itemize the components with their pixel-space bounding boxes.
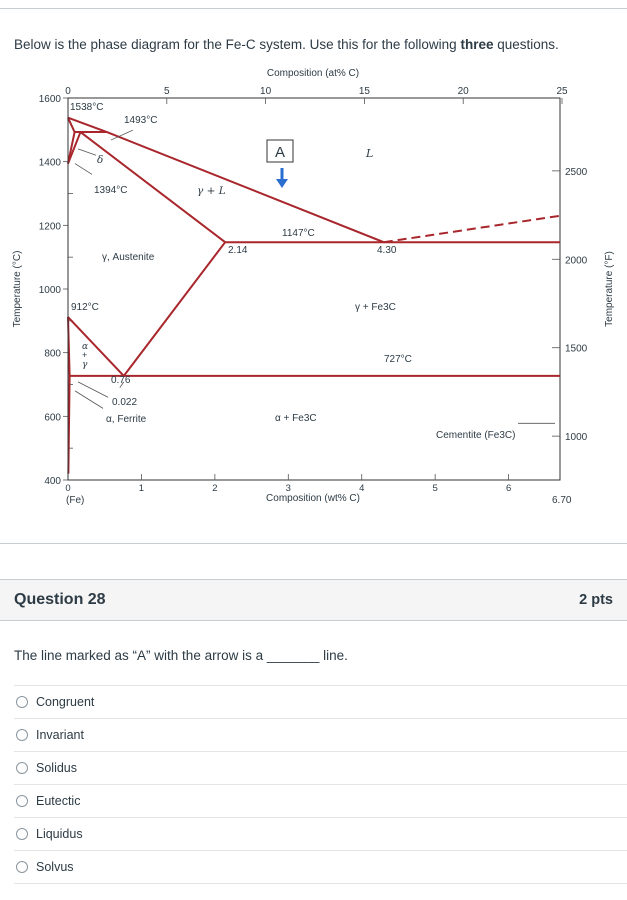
fe-c-phase-diagram [0, 60, 627, 510]
y-tick-label-f: 2000 [565, 255, 588, 267]
label-alpha-cem: α + Fe3C [275, 413, 317, 424]
radio-button[interactable] [16, 696, 28, 708]
y-tick-label-c: 1200 [38, 221, 61, 233]
label-1394: 1394°C [94, 185, 128, 196]
label-gamma-liquid: γ + L [197, 185, 226, 197]
leader-delta [78, 149, 96, 155]
radio-button[interactable] [16, 861, 28, 873]
radio-button[interactable] [16, 762, 28, 774]
x-tick-label-at: 25 [556, 86, 568, 97]
answer-option[interactable] [14, 685, 627, 718]
answer-label: Eutectic [36, 794, 81, 808]
label-727: 727°C [384, 354, 412, 365]
label-ferrite: α, Ferrite [106, 414, 147, 425]
intro-bold: three [460, 37, 494, 52]
intro-text: Below is the phase diagram for the Fe-C system. Use this for the following three questions. [14, 37, 559, 52]
label-liquid: L [366, 147, 374, 160]
y-tick-label-c: 1400 [38, 157, 61, 169]
label-alpha: α [82, 342, 89, 352]
question-text: The line marked as “A” with the arrow is a _______ line. [14, 648, 348, 663]
y-tick-label-c: 800 [44, 348, 61, 360]
end-label: 6.70 [552, 495, 572, 506]
answer-label: Solidus [36, 761, 77, 775]
x-tick-label-wt: 0 [65, 483, 71, 494]
top-axis-title: Composition (at% C) [266, 68, 360, 79]
label-gamma: γ [82, 360, 88, 370]
label-gamma-cem: γ + Fe3C [355, 302, 396, 313]
section-divider [0, 543, 627, 544]
leader-0022 [78, 382, 108, 397]
y-tick-label-c: 600 [44, 412, 61, 424]
label-1147: 1147°C [282, 228, 315, 239]
label-214: 2.14 [228, 245, 248, 256]
label-plus: + [82, 350, 88, 360]
label-430: 4.30 [377, 245, 397, 256]
leader-1394 [75, 164, 92, 175]
question-points: 2 pts [579, 592, 613, 608]
answer-option[interactable] [14, 784, 627, 817]
bottom-axis-title: Composition (wt% C) [266, 493, 360, 504]
liquidus-line [68, 118, 384, 242]
label-1493: 1493°C [124, 115, 158, 126]
x-tick-label-at: 20 [457, 86, 469, 97]
x-tick-label-wt: 5 [432, 483, 438, 494]
answer-label: Invariant [36, 728, 84, 742]
label-912: 912°C [71, 302, 99, 313]
top-divider [0, 8, 627, 9]
label-cementite: Cementite (Fe3C) [436, 430, 516, 441]
answer-option[interactable] [14, 817, 627, 850]
left-axis-title: Temperature (°C) [12, 250, 23, 328]
y-tick-label-f: 1000 [565, 432, 588, 444]
x-tick-label-at: 0 [65, 86, 71, 97]
cementite-liquidus [384, 216, 560, 242]
y-tick-label-c: 400 [44, 476, 61, 487]
answer-option[interactable] [14, 751, 627, 784]
y-tick-label-f: 2500 [565, 166, 588, 178]
x-tick-label-wt: 4 [359, 483, 365, 494]
answer-list [14, 685, 627, 884]
x-tick-label-at: 10 [260, 86, 272, 97]
label-austenite: γ, Austenite [102, 252, 155, 263]
marker-arrow-head-icon [276, 179, 288, 188]
x-tick-label-wt: 3 [285, 483, 291, 494]
label-0022: 0.022 [112, 397, 138, 408]
x-tick-label-wt: 1 [138, 483, 145, 494]
answer-label: Solvus [36, 860, 74, 874]
question-title: Question 28 [14, 591, 106, 608]
label-1538: 1538°C [70, 102, 104, 113]
radio-button[interactable] [16, 828, 28, 840]
right-axis-title: Temperature (°F) [604, 251, 615, 327]
x-tick-label-at: 15 [358, 86, 370, 97]
x-tick-label-at: 5 [164, 86, 170, 97]
question-header [0, 579, 627, 621]
radio-button[interactable] [16, 795, 28, 807]
label-delta: δ [97, 154, 104, 166]
x-tick-label-wt: 6 [505, 483, 512, 494]
answer-label: Liquidus [36, 827, 83, 841]
radio-button[interactable] [16, 729, 28, 741]
leader-ferrite [75, 391, 103, 409]
answer-label: Congruent [36, 695, 95, 709]
marker-a-label: A [274, 144, 286, 161]
answer-option[interactable] [14, 718, 627, 751]
answer-option[interactable] [14, 850, 627, 884]
y-tick-label-f: 1500 [565, 343, 588, 355]
a3-line [68, 317, 124, 376]
fe-label: (Fe) [66, 495, 85, 506]
y-tick-label-c: 1000 [38, 285, 61, 296]
x-tick-label-wt: 2 [212, 483, 218, 494]
y-tick-label-c: 1600 [38, 94, 61, 105]
label-076: 0.76 [111, 375, 131, 386]
